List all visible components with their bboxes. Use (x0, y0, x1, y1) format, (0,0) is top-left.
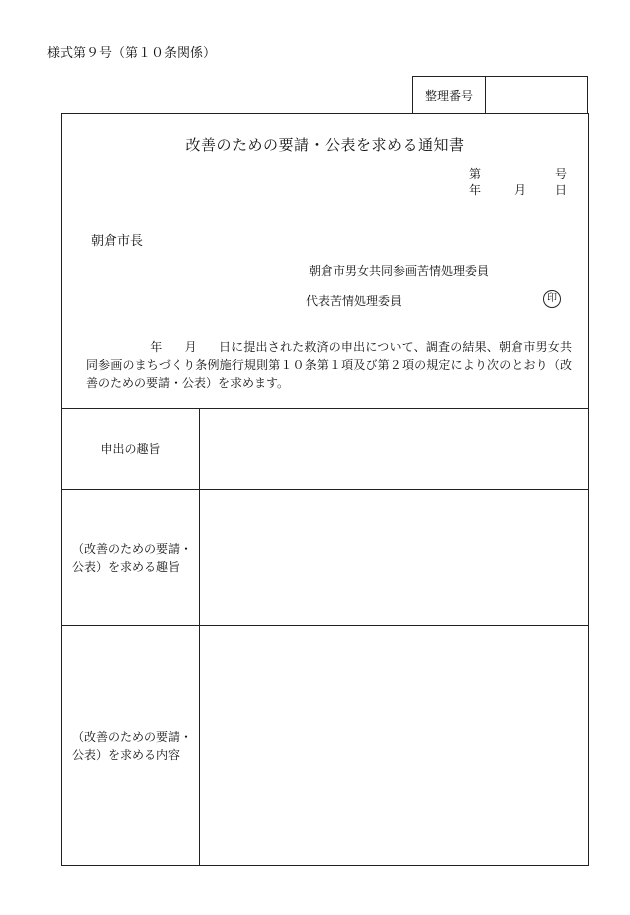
reference-number-field[interactable] (486, 77, 587, 113)
row-value-disclosure-purpose[interactable] (200, 490, 589, 625)
row-label-line: 公表）を求める趣旨 (72, 559, 181, 574)
seal-mark: 印 (543, 290, 561, 308)
addressee: 朝倉市長 (91, 234, 144, 249)
date-year: 年 (469, 183, 482, 197)
reference-number-box (412, 76, 588, 114)
row-label-request-purpose (62, 409, 199, 489)
row-label-line: （改善のための要請・ (72, 541, 193, 556)
row-value-disclosure-content[interactable] (200, 626, 589, 866)
notice-body (86, 338, 572, 392)
body-year: 年 (150, 340, 163, 354)
date-day: 日 (555, 183, 568, 197)
date-month: 月 (514, 183, 527, 197)
row-label-line: （改善のための要請・ (72, 730, 193, 744)
doc-number-dai: 第 (469, 167, 482, 181)
form-number: 様式第９号（第１０条関係） (47, 46, 217, 61)
document-title: 改善のための要請・公表を求める通知書 (185, 136, 465, 154)
body-text: 日に提出された救済の申出について、調査の結果、朝倉市男女共同参画のまちづくり条例施行規則第１０条第１項及び第２項の規定により次のとおり（改善のための要請・公表）を求めます。 (86, 340, 572, 390)
notice-form (61, 113, 589, 866)
doc-number-go: 号 (555, 167, 568, 181)
sender-representative: 代表苦情処理委員 (306, 294, 403, 308)
row-label-disclosure-content (62, 626, 199, 866)
row-label-line: 申出の趣旨 (100, 442, 161, 456)
row-label-disclosure-purpose (62, 490, 199, 625)
sender-organization: 朝倉市男女共同参画苦情処理委員 (309, 264, 490, 278)
row-label-line: 公表）を求める内容 (72, 748, 181, 762)
reference-number-label: 整理番号 (413, 77, 486, 113)
row-value-request-purpose[interactable] (200, 409, 589, 489)
body-month: 月 (184, 340, 197, 354)
